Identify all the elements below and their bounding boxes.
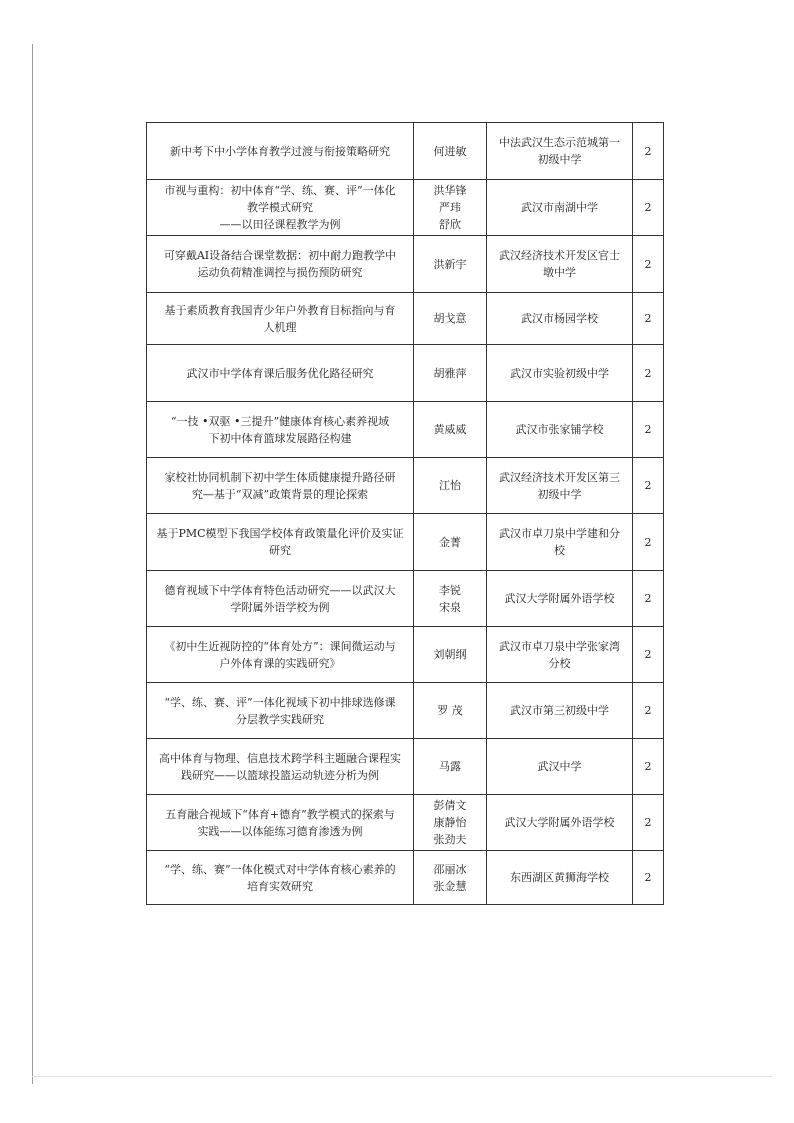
school-name-line: 武汉大学附属外语学校 [504,816,615,829]
author-cell [414,345,487,402]
author-cell [414,180,487,236]
school-name-line: 分校 [548,656,571,670]
table-row [147,293,664,345]
author-cell [414,683,487,739]
author-name: 宋泉 [439,600,461,614]
project-title-line: “学、练、赛”一体化模式对中学体育核心素养的 [164,862,396,876]
grade-value: 2 [644,479,652,492]
project-title-line: 实践——以体能练习德育渗透为例 [197,824,363,838]
author-cell [414,236,487,293]
school-name-line: 武汉经济技术开发区第三 [499,470,620,484]
grade-cell [633,293,664,345]
school-name-line: 武汉市张家铺学校 [515,423,604,436]
table-row [147,236,664,293]
project-title-line: 研究 [269,544,291,557]
author-name: 罗 茂 [437,704,463,717]
grade-cell [633,514,664,571]
grade-cell [633,345,664,402]
table-row [147,627,664,683]
author-name: 舒欣 [439,218,461,231]
author-cell [414,458,487,514]
school-name-line: 武汉市实验初级中学 [510,366,609,380]
school-name-line: 武汉市第三初级中学 [510,704,609,717]
author-name: 刘朝纲 [433,648,467,661]
grade-cell [633,458,664,514]
project-title-line: ——以田径课程教学为例 [219,218,341,231]
author-cell [414,795,487,851]
author-cell [414,739,487,795]
school-cell [487,180,633,236]
author-name: 张劲夫 [433,833,467,846]
project-title-line: 可穿戴AI设备结合课堂数据：初中耐力跑教学中 [163,249,397,262]
research-project-table [146,122,664,905]
school-name-line: 初级中学 [537,487,582,501]
project-title-line: 武汉市中学体育课后服务优化路径研究 [186,366,374,380]
project-title-cell [147,458,414,514]
project-title-line: 践研究——以篮球投篮运动轨迹分析为例 [181,768,379,782]
school-cell [487,571,633,627]
table-row [147,795,664,851]
project-title-cell [147,795,414,851]
author-name: 胡雅萍 [433,366,467,380]
grade-value: 2 [644,257,652,271]
scan-page-edge-bottom [32,1076,772,1077]
author-name: 洪华锋 [433,184,467,197]
project-title-line: 运动负荷精准调控与损伤预防研究 [197,266,363,279]
table-row [147,851,664,905]
project-title-cell [147,851,414,905]
project-title-line: 分层教学实践研究 [236,712,324,726]
school-cell [487,402,633,458]
grade-value: 2 [644,648,652,661]
table-row [147,345,664,402]
project-title-line: 基于PMC模型下我国学校体育政策量化评价及实证 [156,527,404,540]
table-row [147,402,664,458]
grade-value: 2 [644,144,652,158]
table-row [147,514,664,571]
author-name: 洪新宇 [433,257,467,271]
project-title-cell [147,180,414,236]
project-title-cell [147,514,414,571]
project-title-line: 下初中体育篮球发展路径构建 [208,431,352,445]
project-title-cell [147,627,414,683]
project-title-line: 究—基于“双减”政策背景的理论探索 [191,487,369,501]
grade-cell [633,180,664,236]
author-cell [414,293,487,345]
school-cell [487,851,633,905]
grade-value: 2 [644,816,652,829]
table-row [147,123,664,180]
project-title-line: “一技 •双驱 •三提升”健康体育核心素养视域 [170,414,390,428]
scan-page-edge [32,44,33,1084]
school-name-line: 东西湖区黄狮海学校 [510,871,609,884]
school-name-line: 武汉经济技术开发区官士 [499,249,620,262]
grade-cell [633,683,664,739]
school-name-line: 武汉市卓刀泉中学张家湾 [499,639,620,653]
project-title-line: 教学模式研究 [247,201,313,214]
project-title-cell [147,739,414,795]
author-cell [414,571,487,627]
school-name-line: 武汉市南湖中学 [521,201,598,214]
school-name-line: 墩中学 [543,266,576,279]
project-title-cell [147,236,414,293]
project-title-cell [147,402,414,458]
project-title-line: 基于素质教育我国青少年户外教育目标指向与育 [164,303,396,317]
project-title-line: 培育实效研究 [247,879,313,893]
school-cell [487,345,633,402]
project-title-cell [147,683,414,739]
grade-value: 2 [644,704,652,717]
grade-cell [633,739,664,795]
author-name: 马露 [439,760,461,773]
project-title-line: “学、练、赛、评”一体化视域下初中排球选修课 [164,695,396,709]
project-title-cell [147,571,414,627]
project-title-line: 户外体育课的实践研究》 [219,656,341,670]
project-title-line: 家校社协同机制下初中学生体质健康提升路径研 [164,470,396,484]
grade-value: 2 [644,201,652,214]
school-cell [487,627,633,683]
grade-value: 2 [644,592,652,605]
project-title-line: 高中体育与物理、信息技术跨学科主题融合课程实 [159,751,401,765]
author-cell [414,123,487,180]
author-name: 严玮 [439,201,461,214]
project-title-line: 市视与重构：初中体育“学、练、赛、评”一体化 [164,184,396,197]
author-name: 张金慧 [433,879,467,893]
author-name: 胡戈意 [433,312,467,325]
table-row [147,683,664,739]
table-row [147,180,664,236]
table-row [147,571,664,627]
project-title-line: 学附属外语学校为例 [230,600,330,614]
author-name: 金菁 [439,535,461,549]
author-cell [414,851,487,905]
school-cell [487,739,633,795]
project-title-cell [147,345,414,402]
project-title-cell [147,123,414,180]
grade-value: 2 [644,760,652,773]
grade-cell [633,123,664,180]
school-cell [487,795,633,851]
grade-value: 2 [644,312,652,325]
author-name: 何进敏 [433,144,467,158]
school-name-line: 武汉市杨园学校 [521,312,598,325]
table-row [147,739,664,795]
project-title-line: 五育融合视域下“体育+德育”教学模式的探索与 [165,807,395,821]
grade-cell [633,236,664,293]
author-cell [414,514,487,571]
grade-value: 2 [644,535,652,549]
author-cell [414,402,487,458]
school-name-line: 中法武汉生态示范城第一 [499,136,620,149]
grade-cell [633,851,664,905]
grade-cell [633,402,664,458]
project-title-line: 人机理 [263,320,297,334]
author-name: 康静怡 [433,816,467,829]
project-title-line: 《初中生近视防控的“体育处方”：课间微运动与 [164,639,396,653]
grade-value: 2 [644,366,652,380]
grade-cell [633,627,664,683]
author-name: 邵丽冰 [433,862,467,876]
school-name-line: 武汉市卓刀泉中学建和分 [499,527,620,540]
school-cell [487,514,633,571]
school-cell [487,236,633,293]
grade-cell [633,795,664,851]
grade-value: 2 [644,423,652,436]
grade-value: 2 [644,871,652,884]
school-name-line: 校 [554,544,565,557]
project-title-line: 德育视域下中学体育特色活动研究——以武汉大 [164,583,396,597]
school-cell [487,458,633,514]
school-cell [487,683,633,739]
author-name: 彭倩文 [433,799,467,812]
table-row [147,458,664,514]
school-name-line: 武汉中学 [537,760,582,773]
author-cell [414,627,487,683]
table-body [147,123,664,905]
grade-cell [633,571,664,627]
school-cell [487,123,633,180]
author-name: 李锐 [439,583,461,597]
school-name-line: 武汉大学附属外语学校 [504,592,615,605]
author-name: 江怡 [439,479,461,492]
school-cell [487,293,633,345]
project-title-cell [147,293,414,345]
school-name-line: 初级中学 [537,153,582,166]
author-name: 黄威威 [433,423,467,436]
project-title-line: 新中考下中小学体育教学过渡与衔接策略研究 [170,144,390,158]
